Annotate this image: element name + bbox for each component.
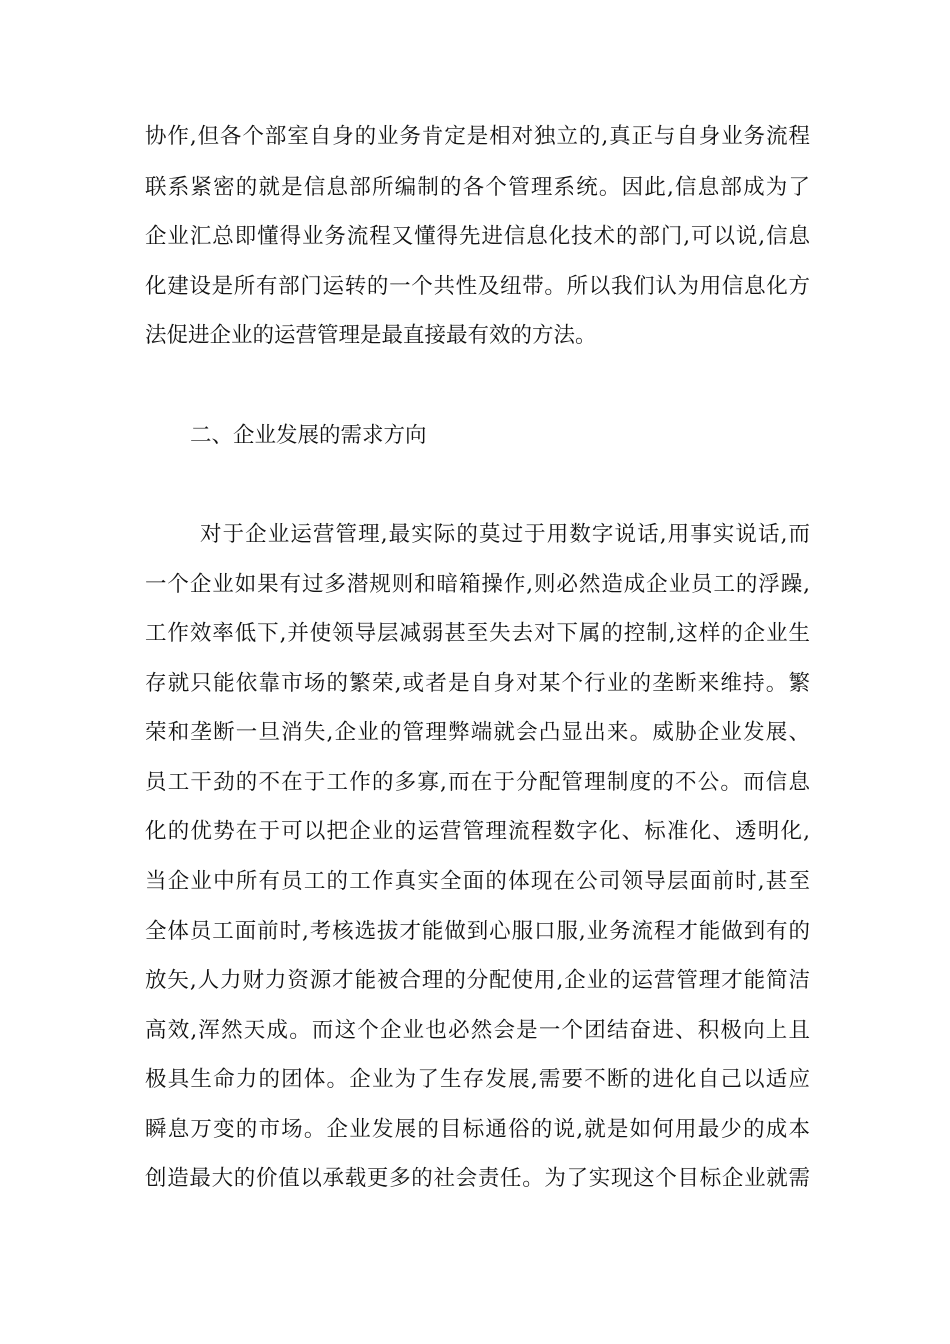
paragraph-2-line-3: 工作效率低下,并使领导层减弱甚至失去对下属的控制,这样的企业生 — [145, 621, 810, 646]
paragraph-1-line-2: 联系紧密的就是信息部所编制的各个管理系统。因此,信息部成为了 — [145, 175, 810, 200]
paragraph-1-line-5: 法促进企业的运营管理是最直接最有效的方法。 — [145, 323, 597, 348]
paragraph-2-line-11: 高效,浑然天成。而这个企业也必然会是一个团结奋进、积极向上且 — [145, 1018, 810, 1043]
paragraph-2-line-6: 员工干劲的不在于工作的多寡,而在于分配管理制度的不公。而信息 — [145, 770, 810, 795]
paragraph-2-line-5: 荣和垄断一旦消失,企业的管理弊端就会凸显出来。威胁企业发展、 — [145, 720, 810, 745]
paragraph-2-line-13: 瞬息万变的市场。企业发展的目标通俗的说,就是如何用最少的成本 — [145, 1117, 810, 1142]
paragraph-2-line-8: 当企业中所有员工的工作真实全面的体现在公司领导层面前时,甚至 — [145, 869, 810, 894]
paragraph-2-line-7: 化的优势在于可以把企业的运营管理流程数字化、标准化、透明化, — [145, 819, 810, 844]
paragraph-2-line-2: 一个企业如果有过多潜规则和暗箱操作,则必然造成企业员工的浮躁, — [145, 572, 810, 597]
paragraph-2-line-1: 对于企业运营管理,最实际的莫过于用数字说话,用事实说话,而 — [200, 522, 810, 547]
paragraph-2-line-9: 全体员工面前时,考核选拔才能做到心服口服,业务流程才能做到有的 — [145, 919, 810, 944]
paragraph-2-line-10: 放矢,人力财力资源才能被合理的分配使用,企业的运营管理才能简洁 — [145, 968, 810, 993]
paragraph-1-line-1: 协作,但各个部室自身的业务肯定是相对独立的,真正与自身业务流程 — [145, 124, 810, 149]
paragraph-1-line-3: 企业汇总即懂得业务流程又懂得先进信息化技术的部门,可以说,信息 — [145, 224, 810, 249]
paragraph-2-line-4: 存就只能依靠市场的繁荣,或者是自身对某个行业的垄断来维持。繁 — [145, 671, 810, 696]
section-heading: 二、企业发展的需求方向 — [190, 423, 427, 448]
paragraph-2-line-14: 创造最大的价值以承载更多的社会责任。为了实现这个目标企业就需 — [145, 1166, 810, 1191]
paragraph-2-line-12: 极具生命力的团体。企业为了生存发展,需要不断的进化自己以适应 — [145, 1067, 810, 1092]
paragraph-1-line-4: 化建设是所有部门运转的一个共性及纽带。所以我们认为用信息化方 — [145, 274, 810, 299]
